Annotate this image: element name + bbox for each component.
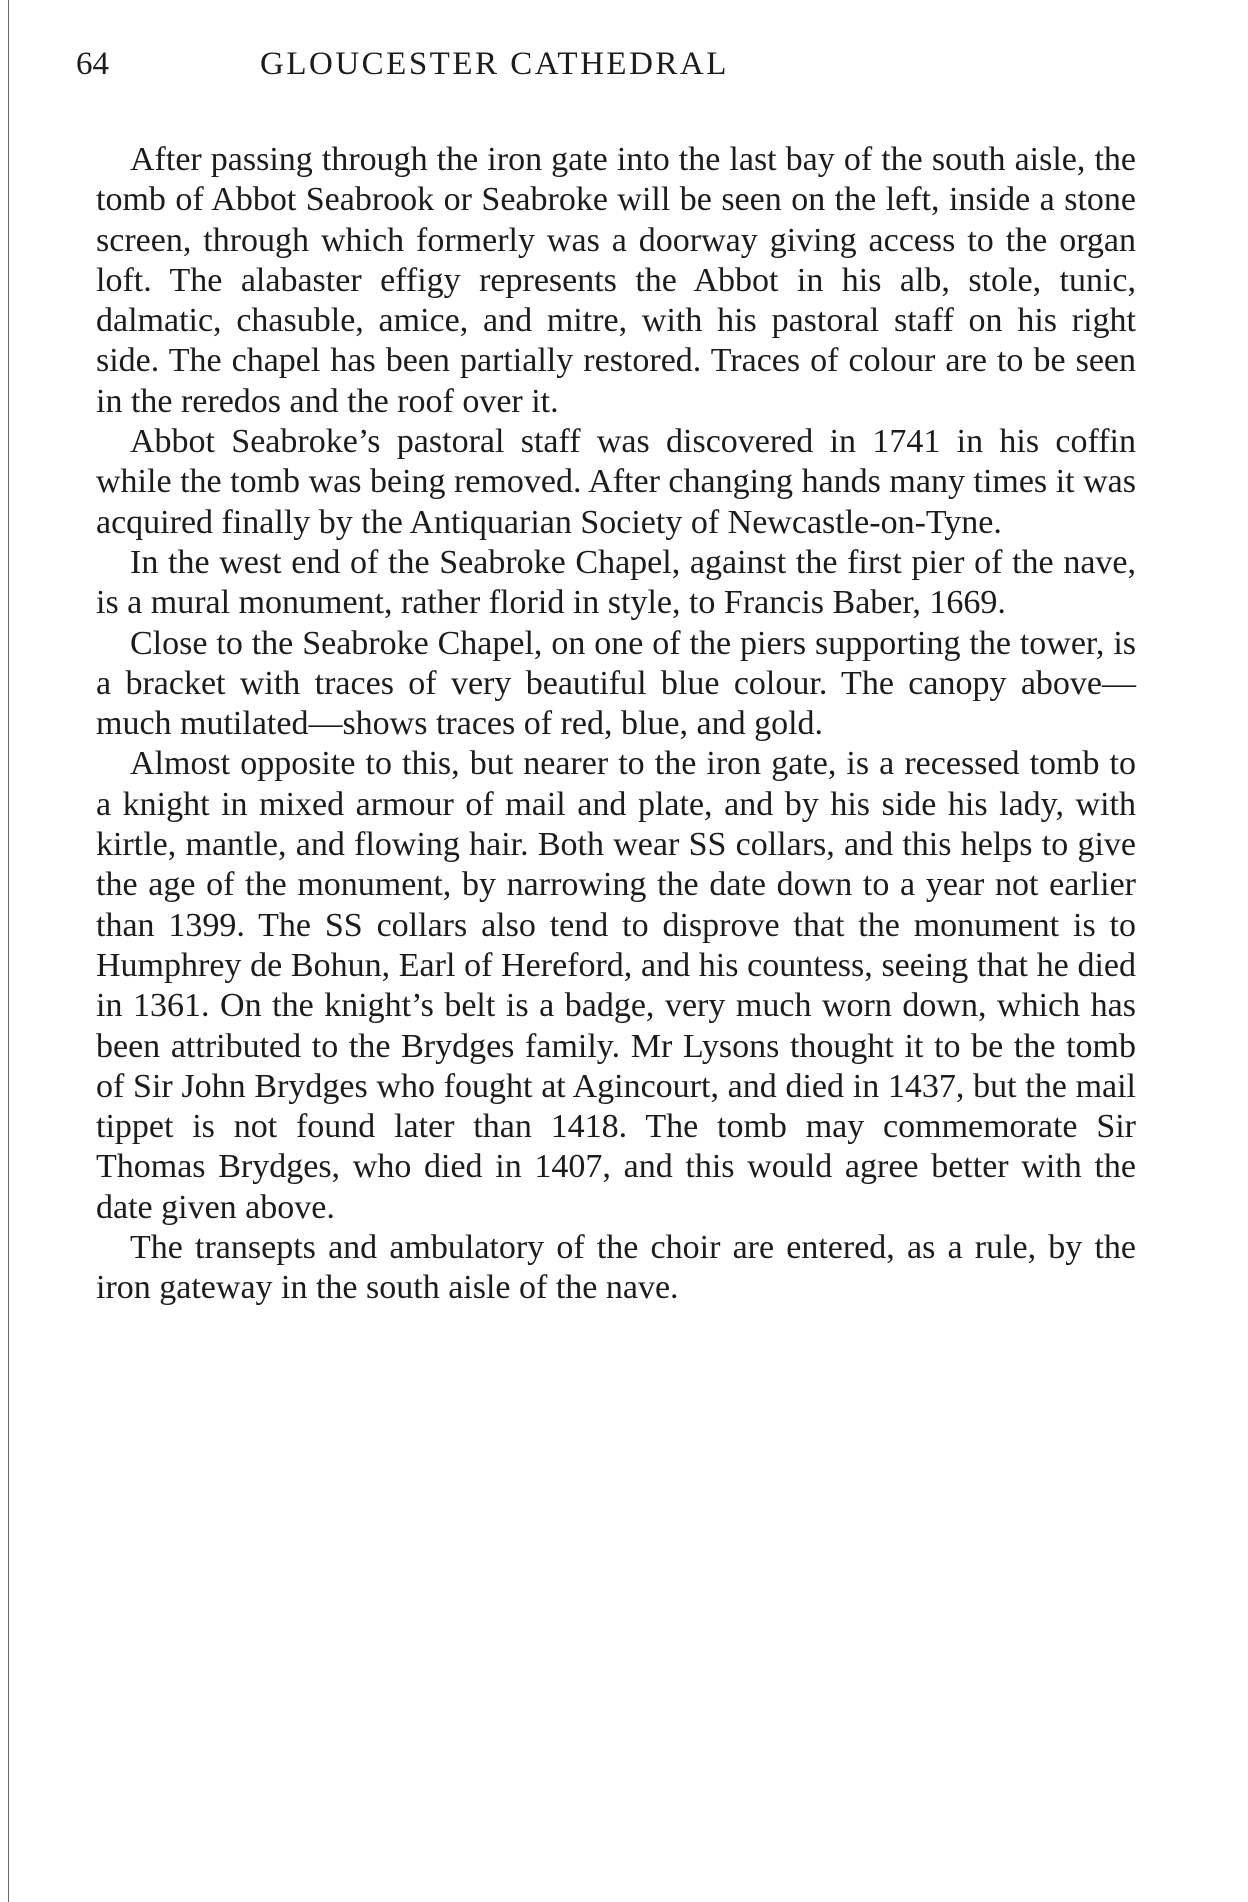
page-number: 64 — [76, 46, 109, 82]
paragraph: Close to the Seabroke Chapel, on one of the piers supporting the tower, is a bracket with traces of very beautiful blue colour. The canopy above—much mutilated—shows traces of red, blue, and gold. — [96, 624, 1136, 743]
paragraph: In the west end of the Seabroke Chapel, against the first pier of the nave, is a mural monument, rather florid in style, to Francis Baber, 1669. — [96, 543, 1136, 622]
paragraph: The transepts and ambulatory of the choir are entered, as a rule, by the iron gateway in the south aisle of the nave. — [96, 1229, 1136, 1307]
paragraph: Abbot Seabroke’s pastoral staff was discovered in 1741 in his coffin while the tomb was being removed. After changing hands many times it was acquired finally by the Antiquarian Society of Newcastle-on-Tyne. — [96, 423, 1136, 541]
running-title: GLOUCESTER CATHEDRAL — [260, 46, 729, 82]
page-header — [76, 46, 1116, 96]
body-text — [96, 140, 1136, 1309]
paragraph: After passing through the iron gate into the last bay of the south aisle, the tomb of Abbot Seabrook or Seabroke will be seen on the left, inside a stone screen, through which formerly was a doorway giving access to the organ loft. The alabaster effigy represents the Abbot in his alb, stole, tunic, dalmatic, chasuble, amice, and mitre, with his pastoral staff on his right side. The chapel has been partially restored. Traces of colour are to be seen in the reredos and the roof over it. — [96, 141, 1136, 420]
page-edge-rule — [8, 0, 9, 1902]
paragraph: Almost opposite to this, but nearer to the iron gate, is a recessed tomb to a knight in mixed armour of mail and plate, and by his side his lady, with kirtle, mantle, and flowing hair. Both wear SS collars, and this helps to give the age of the monument, by narrowing the date down to a year not earlier than 1399. The SS collars also tend to disprove that the monument is to Humphrey de Bohun, Earl of Hereford, and his countess, seeing that he died in 1361. On the knight’s belt is a badge, very much worn down, which has been attributed to the Brydges family. Mr Lysons thought it to be the tomb of Sir John Brydges who fought at Agincourt, and died in 1437, but the mail tippet is not found later than 1418. The tomb may commemorate Sir Thomas Brydges, who died in 1407, and this would agree better with the date given above. — [96, 745, 1136, 1226]
